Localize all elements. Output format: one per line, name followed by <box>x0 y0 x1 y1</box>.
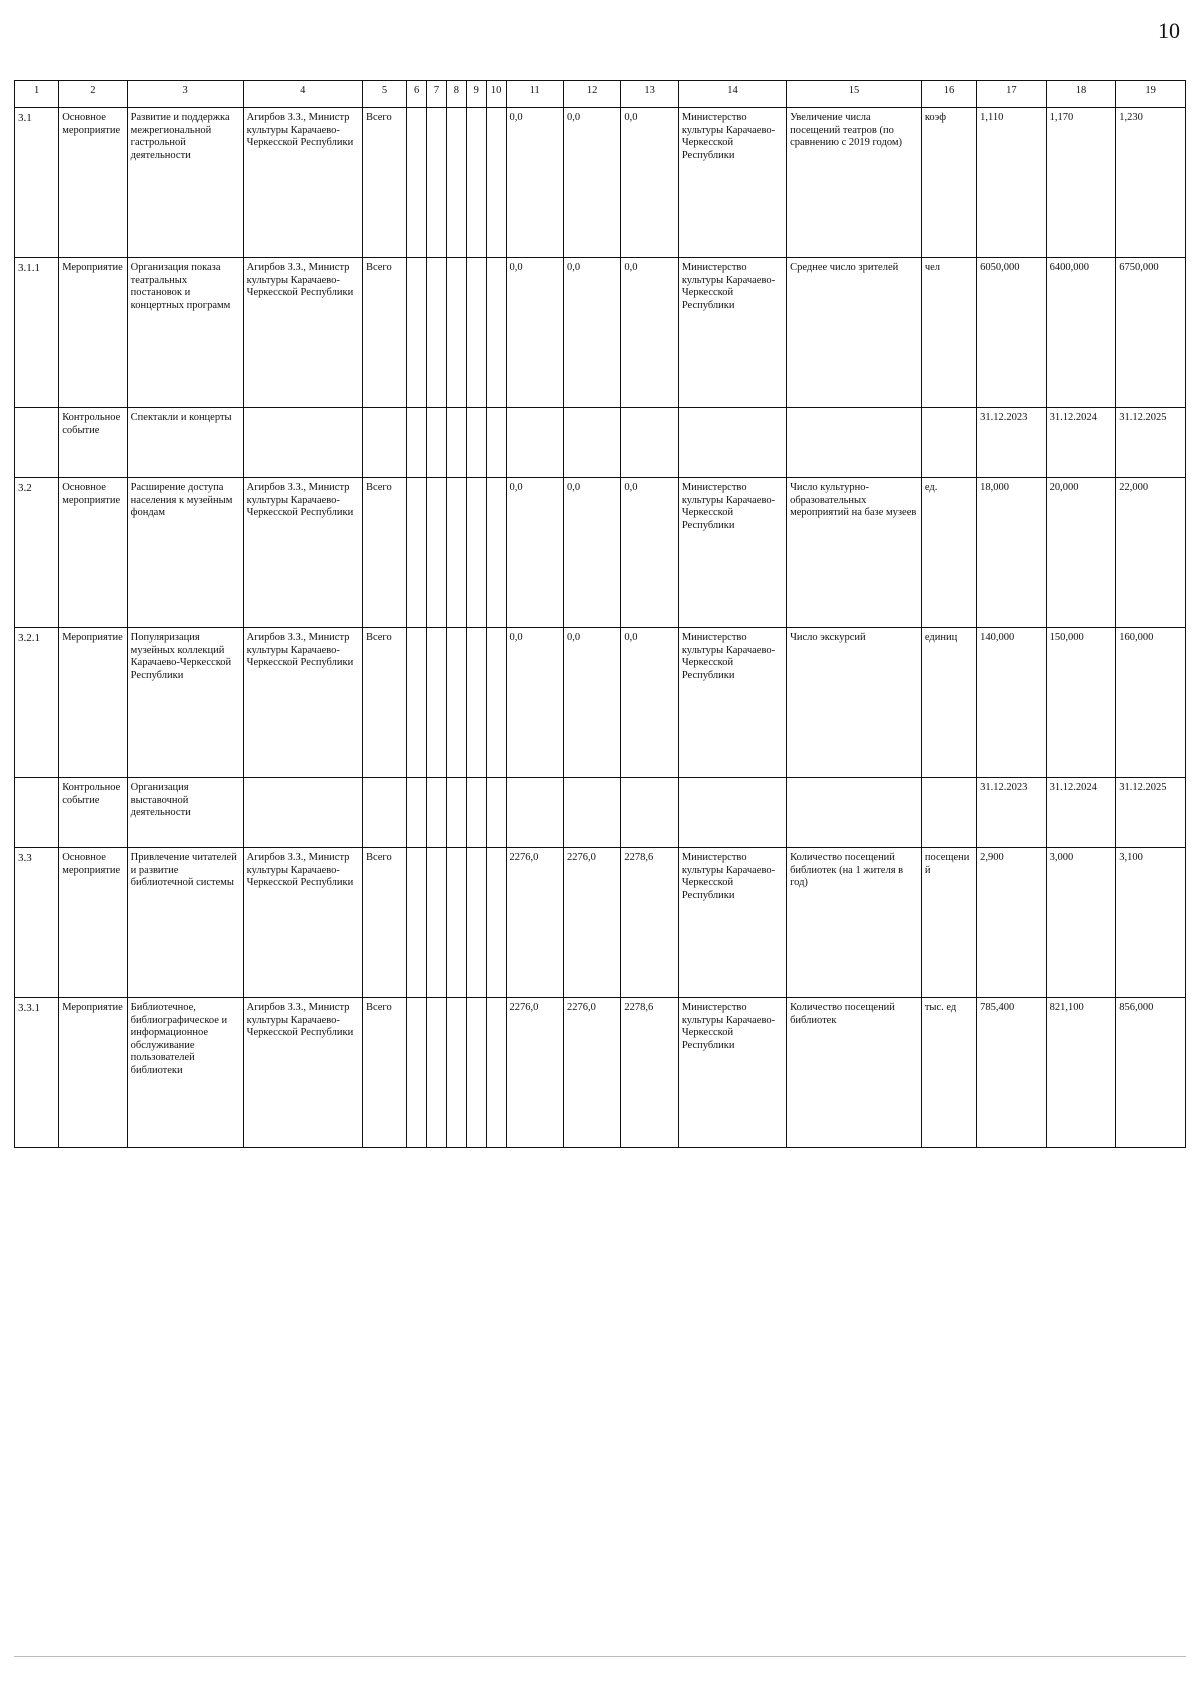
row-value-col-11: 0,0 <box>506 258 563 408</box>
row-type: Контрольное событие <box>59 778 127 848</box>
row-executor: Министерство культуры Карачаево-Черкесской Республики <box>678 628 786 778</box>
row-value-col-12 <box>563 408 620 478</box>
row-value-col-13: 0,0 <box>621 258 678 408</box>
row-col-7 <box>427 478 447 628</box>
row-col-9 <box>466 998 486 1148</box>
column-header: 19 <box>1116 81 1186 108</box>
row-value-col-19: 856,000 <box>1116 998 1186 1148</box>
row-value-col-11: 0,0 <box>506 108 563 258</box>
row-col-7 <box>427 108 447 258</box>
row-indicator: Количество посещений библиотек <box>787 998 922 1148</box>
row-value-col-13: 2278,6 <box>621 848 678 998</box>
row-value-col-19: 22,000 <box>1116 478 1186 628</box>
row-indicator <box>787 778 922 848</box>
row-value-col-12: 2276,0 <box>563 998 620 1148</box>
row-col-7 <box>427 258 447 408</box>
row-value-col-19: 31.12.2025 <box>1116 408 1186 478</box>
row-type: Мероприятие <box>59 998 127 1148</box>
row-value-col-17: 6050,000 <box>977 258 1047 408</box>
row-code <box>15 778 59 848</box>
row-measure-name: Привлечение читателей и развитие библиотечной системы <box>127 848 243 998</box>
row-value-col-11: 0,0 <box>506 628 563 778</box>
column-header: 4 <box>243 81 362 108</box>
row-value-col-17: 18,000 <box>977 478 1047 628</box>
row-executor: Министерство культуры Карачаево-Черкесской Республики <box>678 998 786 1148</box>
measures-table <box>14 80 1186 1148</box>
row-type: Основное мероприятие <box>59 108 127 258</box>
row-col-7 <box>427 778 447 848</box>
row-value-col-13: 2278,6 <box>621 998 678 1148</box>
column-header: 12 <box>563 81 620 108</box>
row-funding-source: Всего <box>362 258 406 408</box>
row-value-col-19: 160,000 <box>1116 628 1186 778</box>
column-header: 15 <box>787 81 922 108</box>
row-col-9 <box>466 108 486 258</box>
row-type: Основное мероприятие <box>59 848 127 998</box>
row-responsible <box>243 778 362 848</box>
column-header: 5 <box>362 81 406 108</box>
row-col-10 <box>486 998 506 1148</box>
row-value-col-11: 2276,0 <box>506 848 563 998</box>
row-unit: коэф <box>921 108 976 258</box>
row-col-6 <box>407 408 427 478</box>
row-value-col-19: 6750,000 <box>1116 258 1186 408</box>
row-executor: Министерство культуры Карачаево-Черкесской Республики <box>678 478 786 628</box>
row-col-6 <box>407 848 427 998</box>
row-value-col-18: 31.12.2024 <box>1046 408 1116 478</box>
row-funding-source <box>362 408 406 478</box>
row-value-col-12: 2276,0 <box>563 848 620 998</box>
row-unit <box>921 408 976 478</box>
row-col-8 <box>446 998 466 1148</box>
row-code: 3.3 <box>15 848 59 998</box>
row-funding-source: Всего <box>362 108 406 258</box>
row-value-col-18: 20,000 <box>1046 478 1116 628</box>
row-funding-source: Всего <box>362 848 406 998</box>
row-code: 3.2.1 <box>15 628 59 778</box>
row-col-7 <box>427 998 447 1148</box>
row-value-col-19: 31.12.2025 <box>1116 778 1186 848</box>
row-value-col-11: 2276,0 <box>506 998 563 1148</box>
row-value-col-17: 785,400 <box>977 998 1047 1148</box>
row-value-col-12: 0,0 <box>563 478 620 628</box>
row-col-6 <box>407 478 427 628</box>
row-col-9 <box>466 478 486 628</box>
row-col-6 <box>407 778 427 848</box>
row-col-6 <box>407 628 427 778</box>
column-header: 16 <box>921 81 976 108</box>
row-col-8 <box>446 778 466 848</box>
row-value-col-18: 1,170 <box>1046 108 1116 258</box>
row-value-col-13: 0,0 <box>621 628 678 778</box>
row-col-6 <box>407 258 427 408</box>
column-header: 8 <box>446 81 466 108</box>
row-col-6 <box>407 998 427 1148</box>
table-row <box>15 108 1186 258</box>
row-executor: Министерство культуры Карачаево-Черкесской Республики <box>678 848 786 998</box>
row-value-col-13: 0,0 <box>621 478 678 628</box>
row-col-10 <box>486 108 506 258</box>
row-value-col-13 <box>621 408 678 478</box>
row-col-8 <box>446 628 466 778</box>
row-col-10 <box>486 408 506 478</box>
row-value-col-18: 6400,000 <box>1046 258 1116 408</box>
row-value-col-12 <box>563 778 620 848</box>
table-row <box>15 258 1186 408</box>
row-type: Основное мероприятие <box>59 478 127 628</box>
row-value-col-12: 0,0 <box>563 108 620 258</box>
column-header: 6 <box>407 81 427 108</box>
row-funding-source: Всего <box>362 478 406 628</box>
row-measure-name: Спектакли и концерты <box>127 408 243 478</box>
row-type: Мероприятие <box>59 628 127 778</box>
column-header: 11 <box>506 81 563 108</box>
row-indicator <box>787 408 922 478</box>
table-row <box>15 848 1186 998</box>
table-row <box>15 998 1186 1148</box>
row-value-col-11: 0,0 <box>506 478 563 628</box>
row-col-7 <box>427 848 447 998</box>
row-measure-name: Библиотечное, библиографическое и информационное обслуживание пользователей библиотеки <box>127 998 243 1148</box>
row-unit: чел <box>921 258 976 408</box>
row-measure-name: Организация показа театральных постановок и концертных программ <box>127 258 243 408</box>
row-unit: посещений <box>921 848 976 998</box>
row-indicator: Число культурно-образовательных мероприятий на базе музеев <box>787 478 922 628</box>
row-responsible: Агирбов З.З., Министр культуры Карачаево-Черкесской Республики <box>243 478 362 628</box>
row-indicator: Количество посещений библиотек (на 1 жителя в год) <box>787 848 922 998</box>
column-header: 14 <box>678 81 786 108</box>
row-responsible: Агирбов З.З., Министр культуры Карачаево-Черкесской Республики <box>243 628 362 778</box>
row-code: 3.1 <box>15 108 59 258</box>
column-header: 1 <box>15 81 59 108</box>
row-value-col-18: 31.12.2024 <box>1046 778 1116 848</box>
column-number-row <box>15 81 1186 108</box>
row-value-col-12: 0,0 <box>563 628 620 778</box>
column-header: 17 <box>977 81 1047 108</box>
row-col-10 <box>486 778 506 848</box>
row-col-10 <box>486 628 506 778</box>
row-unit: тыс. ед <box>921 998 976 1148</box>
row-col-6 <box>407 108 427 258</box>
row-value-col-11 <box>506 408 563 478</box>
row-col-9 <box>466 848 486 998</box>
page-number: 10 <box>1158 18 1180 43</box>
row-col-7 <box>427 408 447 478</box>
row-type: Мероприятие <box>59 258 127 408</box>
row-executor <box>678 408 786 478</box>
row-funding-source <box>362 778 406 848</box>
row-measure-name: Расширение доступа населения к музейным фондам <box>127 478 243 628</box>
row-responsible <box>243 408 362 478</box>
column-header: 13 <box>621 81 678 108</box>
row-value-col-17: 2,900 <box>977 848 1047 998</box>
row-col-9 <box>466 778 486 848</box>
table-row <box>15 628 1186 778</box>
row-executor: Министерство культуры Карачаево-Черкесской Республики <box>678 108 786 258</box>
row-funding-source: Всего <box>362 628 406 778</box>
table-row <box>15 408 1186 478</box>
row-col-8 <box>446 848 466 998</box>
row-col-10 <box>486 258 506 408</box>
row-value-col-11 <box>506 778 563 848</box>
table-row <box>15 478 1186 628</box>
row-value-col-17: 31.12.2023 <box>977 778 1047 848</box>
row-value-col-18: 821,100 <box>1046 998 1116 1148</box>
column-header: 7 <box>427 81 447 108</box>
row-col-8 <box>446 408 466 478</box>
row-measure-name: Популяризация музейных коллекций Карачаево-Черкесской Республики <box>127 628 243 778</box>
row-unit <box>921 778 976 848</box>
row-value-col-18: 3,000 <box>1046 848 1116 998</box>
row-indicator: Среднее число зрителей <box>787 258 922 408</box>
row-responsible: Агирбов З.З., Министр культуры Карачаево-Черкесской Республики <box>243 848 362 998</box>
row-col-10 <box>486 478 506 628</box>
row-code: 3.2 <box>15 478 59 628</box>
row-responsible: Агирбов З.З., Министр культуры Карачаево-Черкесской Республики <box>243 258 362 408</box>
row-col-10 <box>486 848 506 998</box>
row-col-8 <box>446 108 466 258</box>
row-responsible: Агирбов З.З., Министр культуры Карачаево-Черкесской Республики <box>243 108 362 258</box>
row-value-col-19: 1,230 <box>1116 108 1186 258</box>
row-indicator: Число экскурсий <box>787 628 922 778</box>
row-col-8 <box>446 258 466 408</box>
row-responsible: Агирбов З.З., Министр культуры Карачаево-Черкесской Республики <box>243 998 362 1148</box>
row-unit: единиц <box>921 628 976 778</box>
table-row <box>15 778 1186 848</box>
row-col-7 <box>427 628 447 778</box>
row-executor: Министерство культуры Карачаево-Черкесской Республики <box>678 258 786 408</box>
table-body <box>15 108 1186 1148</box>
row-type: Контрольное событие <box>59 408 127 478</box>
row-value-col-19: 3,100 <box>1116 848 1186 998</box>
row-value-col-13: 0,0 <box>621 108 678 258</box>
column-header: 10 <box>486 81 506 108</box>
row-code: 3.1.1 <box>15 258 59 408</box>
row-col-9 <box>466 408 486 478</box>
row-funding-source: Всего <box>362 998 406 1148</box>
row-value-col-17: 140,000 <box>977 628 1047 778</box>
row-executor <box>678 778 786 848</box>
column-header: 18 <box>1046 81 1116 108</box>
row-code <box>15 408 59 478</box>
row-value-col-17: 31.12.2023 <box>977 408 1047 478</box>
row-indicator: Увеличение числа посещений театров (по сравнению с 2019 годом) <box>787 108 922 258</box>
row-measure-name: Развитие и поддержка межрегиональной гастрольной деятельности <box>127 108 243 258</box>
row-value-col-17: 1,110 <box>977 108 1047 258</box>
column-header: 3 <box>127 81 243 108</box>
row-unit: ед. <box>921 478 976 628</box>
measures-table-sheet <box>14 80 1186 1148</box>
row-col-9 <box>466 628 486 778</box>
page-footer-rule <box>14 1656 1186 1657</box>
row-value-col-18: 150,000 <box>1046 628 1116 778</box>
column-header: 2 <box>59 81 127 108</box>
row-value-col-12: 0,0 <box>563 258 620 408</box>
row-col-9 <box>466 258 486 408</box>
column-header: 9 <box>466 81 486 108</box>
row-value-col-13 <box>621 778 678 848</box>
row-col-8 <box>446 478 466 628</box>
row-code: 3.3.1 <box>15 998 59 1148</box>
row-measure-name: Организация выставочной деятельности <box>127 778 243 848</box>
